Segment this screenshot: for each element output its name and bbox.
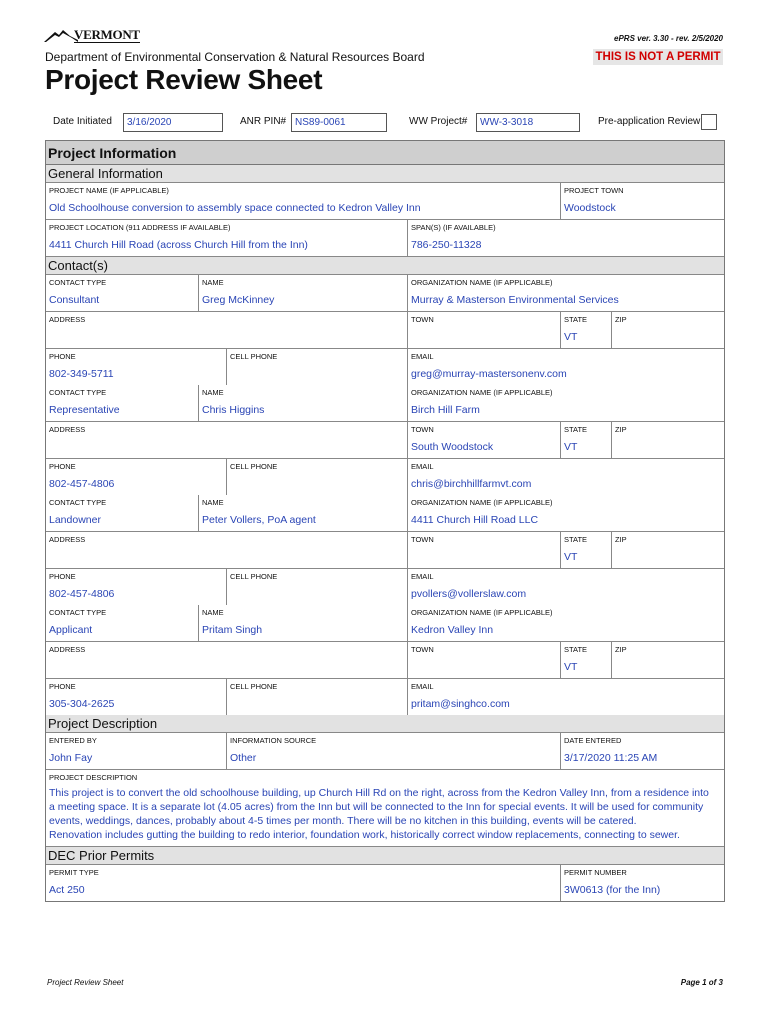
town-label: TOWN — [411, 645, 434, 654]
project-description-heading: Project Description — [46, 715, 724, 733]
contact-type-value: Consultant — [49, 294, 100, 306]
cell-phone-label: CELL PHONE — [230, 462, 278, 471]
email-cell[interactable] — [408, 569, 724, 605]
address-cell[interactable] — [46, 642, 408, 678]
town-cell[interactable] — [408, 422, 561, 458]
contacts-heading: Contact(s) — [46, 257, 724, 275]
address-cell[interactable] — [46, 532, 408, 568]
state-label: STATE — [564, 535, 588, 544]
cell-phone-cell[interactable] — [227, 569, 408, 605]
top-row — [45, 113, 725, 133]
phone-cell[interactable] — [46, 569, 227, 605]
state-value: VT — [564, 551, 578, 563]
permit-type-label: PERMIT TYPE — [49, 868, 99, 877]
project-name-row — [46, 183, 724, 220]
version-text: ePRS ver. 3.30 - rev. 2/5/2020 — [614, 34, 723, 43]
email-label: EMAIL — [411, 462, 434, 471]
date-initiated-label: Date Initiated — [53, 116, 112, 127]
span-label: SPAN(S) (IF AVAILABLE) — [411, 223, 496, 232]
cell-phone-label: CELL PHONE — [230, 352, 278, 361]
ww-project-label: WW Project# — [409, 116, 468, 127]
email-label: EMAIL — [411, 352, 434, 361]
phone-label: PHONE — [49, 352, 76, 361]
information-source-cell[interactable] — [227, 733, 561, 769]
contact-row — [46, 349, 724, 385]
phone-cell[interactable] — [46, 349, 227, 385]
description-line: a meeting space. It is a separate lot (4.05 acres) from the Inn but will be connected to the Inn for special events. It will be used for community — [49, 801, 704, 813]
contacts-list — [46, 275, 724, 715]
contact-block — [46, 605, 724, 715]
logo-text: VERMONT — [74, 27, 140, 42]
address-label: ADDRESS — [49, 425, 86, 434]
contact-name-cell[interactable] — [199, 385, 408, 421]
phone-label: PHONE — [49, 462, 76, 471]
not-permit-badge: THIS IS NOT A PERMIT — [593, 49, 723, 65]
contact-type-label: CONTACT TYPE — [49, 388, 107, 397]
phone-value: 802-457-4806 — [49, 588, 115, 600]
anr-pin-field[interactable]: NS89-0061 — [291, 113, 387, 132]
contact-row — [46, 495, 724, 532]
town-cell[interactable] — [408, 642, 561, 678]
contact-type-label: CONTACT TYPE — [49, 608, 107, 617]
contact-row — [46, 422, 724, 459]
project-location-value: 4411 Church Hill Road (across Church Hill from the Inn) — [49, 239, 308, 251]
state-value: VT — [564, 661, 578, 673]
contact-name-value: Peter Vollers, PoA agent — [202, 514, 316, 526]
contact-type-cell[interactable] — [46, 385, 199, 421]
contact-row — [46, 459, 724, 495]
email-label: EMAIL — [411, 682, 434, 691]
email-value: pvollers@vollerslaw.com — [411, 588, 527, 600]
phone-cell[interactable] — [46, 459, 227, 495]
contact-row — [46, 679, 724, 715]
zip-label: ZIP — [615, 315, 627, 324]
project-location-row — [46, 220, 724, 257]
state-cell[interactable] — [561, 532, 612, 568]
project-information-heading: Project Information — [46, 141, 724, 165]
contact-row — [46, 532, 724, 569]
information-source-value: Other — [230, 752, 257, 764]
date-entered-cell[interactable] — [561, 733, 724, 769]
page-number: Page 1 of 3 — [680, 978, 723, 987]
date-initiated-field[interactable]: 3/16/2020 — [123, 113, 223, 132]
permit-number-value: 3W0613 (for the Inn) — [564, 884, 661, 896]
anr-pin-label: ANR PIN# — [240, 116, 287, 127]
footer-title: Project Review Sheet — [47, 978, 124, 987]
contact-name-label: NAME — [202, 388, 224, 397]
cell-phone-cell[interactable] — [227, 349, 408, 385]
cell-phone-value — [230, 583, 404, 605]
contact-name-value: Greg McKinney — [202, 294, 275, 306]
preapp-checkbox[interactable] — [701, 114, 717, 130]
project-town-label: PROJECT TOWN — [564, 186, 624, 195]
town-value — [411, 546, 557, 568]
town-cell[interactable] — [408, 312, 561, 348]
state-label: STATE — [564, 645, 588, 654]
organization-name-cell[interactable] — [408, 275, 724, 311]
cell-phone-cell[interactable] — [227, 459, 408, 495]
email-label: EMAIL — [411, 572, 434, 581]
organization-name-cell[interactable] — [408, 605, 724, 641]
organization-name-value: Murray & Masterson Environmental Services — [411, 294, 619, 306]
address-value — [49, 546, 404, 568]
span-cell[interactable] — [408, 220, 724, 256]
state-label: STATE — [564, 315, 588, 324]
address-value — [49, 656, 404, 678]
organization-name-value: Birch Hill Farm — [411, 404, 480, 416]
permit-number-cell[interactable] — [561, 865, 724, 901]
contact-type-value: Landowner — [49, 514, 101, 526]
organization-name-cell[interactable] — [408, 385, 724, 421]
town-cell[interactable] — [408, 532, 561, 568]
town-value: South Woodstock — [411, 441, 494, 453]
cell-phone-cell[interactable] — [227, 679, 408, 715]
zip-label: ZIP — [615, 425, 627, 434]
state-cell[interactable] — [561, 422, 612, 458]
dec-prior-permits-heading: DEC Prior Permits — [46, 847, 724, 865]
contact-name-cell[interactable] — [199, 495, 408, 531]
town-label: TOWN — [411, 425, 434, 434]
permit-type-cell[interactable] — [46, 865, 561, 901]
town-value — [411, 656, 557, 678]
cell-phone-value — [230, 363, 404, 385]
contact-block — [46, 495, 724, 605]
state-value: VT — [564, 331, 578, 343]
cell-phone-label: CELL PHONE — [230, 572, 278, 581]
zip-label: ZIP — [615, 535, 627, 544]
project-location-cell[interactable] — [46, 220, 408, 256]
email-cell[interactable] — [408, 349, 724, 385]
state-cell[interactable] — [561, 312, 612, 348]
project-description-label: PROJECT DESCRIPTION — [49, 773, 138, 782]
ww-project-field[interactable]: WW-3-3018 — [476, 113, 580, 132]
contact-type-label: CONTACT TYPE — [49, 498, 107, 507]
project-location-label: PROJECT LOCATION (911 ADDRESS IF AVAILABLE) — [49, 223, 231, 232]
project-description-text — [49, 784, 721, 846]
entered-by-value: John Fay — [49, 752, 93, 764]
phone-value: 305-304-2625 — [49, 698, 115, 710]
project-town-value: Woodstock — [564, 202, 616, 214]
address-cell[interactable] — [46, 422, 408, 458]
organization-name-label: ORGANIZATION NAME (IF APPLICABLE) — [411, 278, 553, 287]
email-cell[interactable] — [408, 679, 724, 715]
state-value: VT — [564, 441, 578, 453]
project-form — [45, 140, 725, 902]
contact-name-cell[interactable] — [199, 275, 408, 311]
organization-name-value: Kedron Valley Inn — [411, 624, 494, 636]
project-name-label: PROJECT NAME (IF APPLICABLE) — [49, 186, 169, 195]
zip-cell[interactable] — [612, 642, 724, 678]
zip-cell[interactable] — [612, 532, 724, 568]
address-label: ADDRESS — [49, 315, 86, 324]
page-title: Project Review Sheet — [45, 64, 323, 95]
address-value — [49, 326, 404, 348]
contact-type-cell[interactable] — [46, 275, 199, 311]
project-name-value: Old Schoolhouse conversion to assembly space connected to Kedron Valley Inn — [49, 202, 421, 214]
email-value: chris@birchhillfarmvt.com — [411, 478, 532, 490]
contact-name-value: Pritam Singh — [202, 624, 263, 636]
contact-type-cell[interactable] — [46, 605, 199, 641]
address-label: ADDRESS — [49, 535, 86, 544]
organization-name-label: ORGANIZATION NAME (IF APPLICABLE) — [411, 608, 553, 617]
mountain-icon — [44, 29, 78, 43]
contact-row — [46, 275, 724, 312]
contact-type-label: CONTACT TYPE — [49, 278, 107, 287]
information-source-label: INFORMATION SOURCE — [230, 736, 317, 745]
email-value: greg@murray-mastersonenv.com — [411, 368, 567, 380]
zip-value — [615, 546, 721, 568]
contact-row — [46, 569, 724, 605]
cell-phone-value — [230, 473, 404, 495]
permit-type-value: Act 250 — [49, 884, 85, 896]
description-row — [46, 770, 724, 847]
contact-type-value: Applicant — [49, 624, 93, 636]
contact-block — [46, 275, 724, 385]
date-entered-value: 3/17/2020 11:25 AM — [564, 752, 658, 764]
entered-by-label: ENTERED BY — [49, 736, 97, 745]
address-value — [49, 436, 404, 458]
contact-name-label: NAME — [202, 608, 224, 617]
organization-name-label: ORGANIZATION NAME (IF APPLICABLE) — [411, 498, 553, 507]
entered-by-cell[interactable] — [46, 733, 227, 769]
preapp-label: Pre-application Review — [598, 116, 701, 127]
zip-value — [615, 326, 721, 348]
address-cell[interactable] — [46, 312, 408, 348]
zip-value — [615, 656, 721, 678]
contact-name-value: Chris Higgins — [202, 404, 265, 416]
contact-name-label: NAME — [202, 278, 224, 287]
project-town-cell[interactable] — [561, 183, 724, 219]
zip-label: ZIP — [615, 645, 627, 654]
cell-phone-value — [230, 693, 404, 715]
zip-cell[interactable] — [612, 312, 724, 348]
organization-name-cell[interactable] — [408, 495, 724, 531]
state-label: STATE — [564, 425, 588, 434]
town-label: TOWN — [411, 535, 434, 544]
phone-label: PHONE — [49, 572, 76, 581]
description-line: Renovation includes gutting the building to redo interior, foundation work, historically correct window replacements, connecting to sewer. — [49, 829, 680, 841]
phone-value: 802-349-5711 — [49, 368, 114, 380]
department-name: Department of Environmental Conservation & Natural Resources Board — [45, 50, 425, 64]
project-name-cell[interactable] — [46, 183, 561, 219]
contact-type-value: Representative — [49, 404, 120, 416]
phone-label: PHONE — [49, 682, 76, 691]
contact-block — [46, 385, 724, 495]
description-line: events, weddings, dances, probably about 4-5 times per month. There will be no kitchen in this building, events will be catered. — [49, 815, 637, 827]
contact-row — [46, 642, 724, 679]
vermont-logo — [44, 28, 140, 43]
email-value: pritam@singhco.com — [411, 698, 510, 710]
description-line: This project is to convert the old schoolhouse building, up Church Hill Rd on the right, across from the Kedron Valley Inn, from a residence into — [49, 787, 709, 799]
contact-row — [46, 385, 724, 422]
cell-phone-label: CELL PHONE — [230, 682, 278, 691]
permit-number-label: PERMIT NUMBER — [564, 868, 627, 877]
contact-row — [46, 312, 724, 349]
contact-type-cell[interactable] — [46, 495, 199, 531]
contact-name-label: NAME — [202, 498, 224, 507]
phone-value: 802-457-4806 — [49, 478, 115, 490]
town-value — [411, 326, 557, 348]
organization-name-label: ORGANIZATION NAME (IF APPLICABLE) — [411, 388, 553, 397]
contact-row — [46, 605, 724, 642]
general-information-heading: General Information — [46, 165, 724, 183]
project-description-cell[interactable] — [46, 770, 724, 846]
zip-value — [615, 436, 721, 458]
email-cell[interactable] — [408, 459, 724, 495]
span-value: 786-250-11328 — [411, 239, 482, 251]
contact-name-cell[interactable] — [199, 605, 408, 641]
organization-name-value: 4411 Church Hill Road LLC — [411, 514, 539, 526]
permit-row — [46, 865, 724, 901]
entered-row — [46, 733, 724, 770]
town-label: TOWN — [411, 315, 434, 324]
phone-cell[interactable] — [46, 679, 227, 715]
address-label: ADDRESS — [49, 645, 86, 654]
state-cell[interactable] — [561, 642, 612, 678]
zip-cell[interactable] — [612, 422, 724, 458]
date-entered-label: DATE ENTERED — [564, 736, 622, 745]
